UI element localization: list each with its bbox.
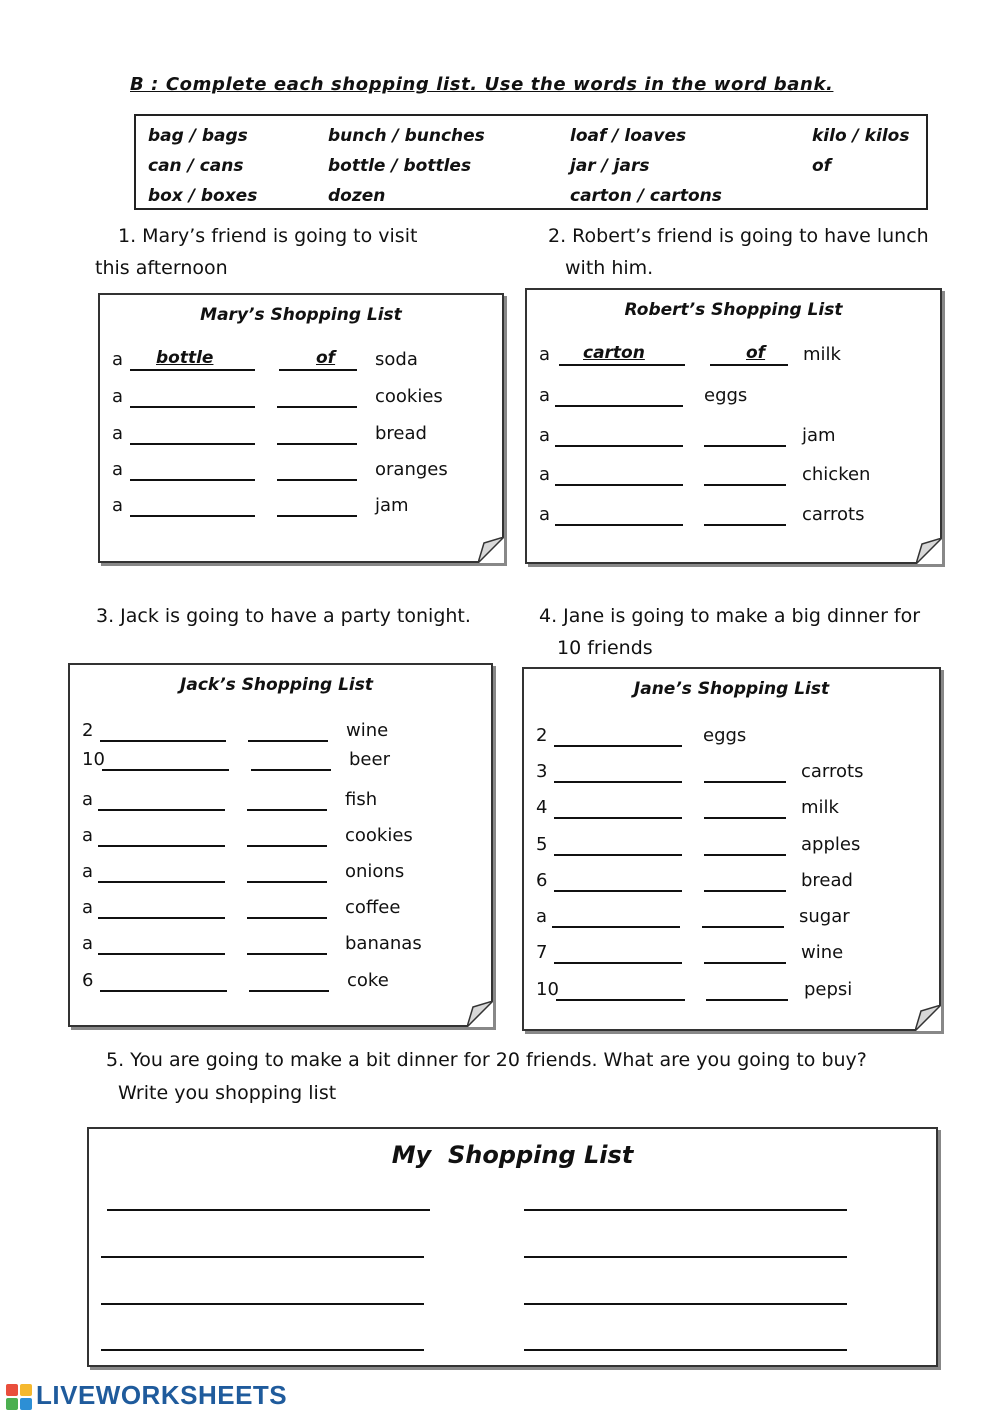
answer-blank[interactable] bbox=[247, 933, 327, 955]
word-bank-item: of bbox=[812, 156, 832, 176]
row-item: cookies bbox=[345, 825, 413, 846]
row-quantity: a bbox=[112, 349, 124, 370]
row-quantity: a bbox=[539, 464, 551, 485]
row-item: wine bbox=[346, 720, 389, 741]
answer-blank[interactable] bbox=[98, 861, 225, 883]
row-item: chicken bbox=[802, 464, 871, 485]
answer-blank[interactable] bbox=[277, 495, 357, 517]
question-1-prompt-cont: this afternoon bbox=[95, 257, 228, 279]
answer-blank[interactable] bbox=[249, 970, 329, 992]
row-item: coffee bbox=[345, 897, 401, 918]
mary-shopping-list bbox=[98, 293, 504, 563]
list-row bbox=[524, 761, 939, 791]
row-quantity: 10 bbox=[82, 749, 105, 770]
list-row bbox=[100, 386, 502, 416]
row-quantity: a bbox=[82, 789, 94, 810]
answer-blank[interactable] bbox=[704, 504, 786, 526]
row-item: pepsi bbox=[804, 979, 853, 1000]
row-item: bananas bbox=[345, 933, 422, 954]
row-quantity: a bbox=[82, 825, 94, 846]
answer-blank[interactable] bbox=[248, 720, 328, 742]
word-bank-item: jar / jars bbox=[570, 156, 650, 176]
answer-line[interactable] bbox=[524, 1256, 847, 1258]
row-item: apples bbox=[801, 834, 861, 855]
answer-line[interactable] bbox=[101, 1349, 424, 1351]
row-quantity: 10 bbox=[536, 979, 559, 1000]
row-item: soda bbox=[375, 349, 418, 370]
list-row bbox=[100, 495, 502, 525]
list-row bbox=[524, 979, 939, 1009]
word-bank-item: dozen bbox=[328, 186, 386, 206]
list-row bbox=[70, 749, 491, 779]
list-row bbox=[524, 834, 939, 864]
row-quantity: a bbox=[112, 386, 124, 407]
row-quantity: a bbox=[112, 459, 124, 480]
row-quantity: 6 bbox=[82, 970, 94, 991]
page-curl-icon bbox=[467, 1001, 493, 1027]
list-title: Jane’s Shopping List bbox=[633, 679, 830, 699]
word-bank-item: bottle / bottles bbox=[328, 156, 472, 176]
row-quantity: a bbox=[539, 344, 551, 365]
answer-blank[interactable] bbox=[704, 425, 786, 447]
list-row bbox=[524, 906, 939, 936]
row-item: milk bbox=[803, 344, 841, 365]
row-item: milk bbox=[801, 797, 839, 818]
word-bank-item: loaf / loaves bbox=[570, 126, 687, 146]
row-quantity: 3 bbox=[536, 761, 548, 782]
answer-blank[interactable] bbox=[277, 459, 357, 481]
row-quantity: a bbox=[112, 423, 124, 444]
row-item: jam bbox=[375, 495, 409, 516]
word-bank-item: box / boxes bbox=[148, 186, 258, 206]
row-item: eggs bbox=[704, 385, 748, 406]
example-answer: of bbox=[746, 343, 766, 363]
row-item: wine bbox=[801, 942, 844, 963]
answer-line[interactable] bbox=[524, 1209, 847, 1211]
question-1-prompt: 1. Mary’s friend is going to visit bbox=[118, 225, 418, 247]
row-quantity: 5 bbox=[536, 834, 548, 855]
list-row bbox=[70, 861, 491, 891]
row-item: onions bbox=[345, 861, 405, 882]
list-row bbox=[70, 720, 491, 750]
answer-blank[interactable] bbox=[130, 459, 255, 481]
answer-blank[interactable] bbox=[556, 979, 685, 1001]
row-item: cookies bbox=[375, 386, 443, 407]
answer-blank[interactable] bbox=[555, 425, 683, 447]
word-bank-item: kilo / kilos bbox=[812, 126, 910, 146]
word-bank-item: carton / cartons bbox=[570, 186, 722, 206]
list-row bbox=[70, 970, 491, 1000]
answer-blank[interactable] bbox=[554, 725, 682, 747]
answer-blank[interactable] bbox=[102, 749, 229, 771]
answer-blank[interactable] bbox=[552, 906, 680, 928]
row-quantity: a bbox=[82, 861, 94, 882]
answer-blank[interactable] bbox=[704, 761, 786, 783]
row-item: fish bbox=[345, 789, 378, 810]
answer-blank[interactable] bbox=[554, 834, 682, 856]
answer-blank[interactable] bbox=[247, 897, 327, 919]
answer-line[interactable] bbox=[107, 1209, 430, 1211]
list-title: Mary’s Shopping List bbox=[200, 305, 402, 325]
list-row bbox=[70, 933, 491, 963]
answer-blank[interactable] bbox=[98, 897, 225, 919]
row-item: bread bbox=[801, 870, 853, 891]
list-row bbox=[100, 423, 502, 453]
row-item: beer bbox=[349, 749, 390, 770]
list-row bbox=[527, 425, 940, 455]
liveworksheets-icon bbox=[6, 1384, 32, 1410]
list-title: Jack’s Shopping List bbox=[180, 675, 373, 695]
row-quantity: 2 bbox=[82, 720, 94, 741]
word-bank-item: can / cans bbox=[148, 156, 244, 176]
row-item: coke bbox=[347, 970, 389, 991]
jack-shopping-list bbox=[68, 663, 493, 1027]
answer-line[interactable] bbox=[524, 1303, 847, 1305]
answer-line[interactable] bbox=[524, 1349, 847, 1351]
list-row bbox=[527, 385, 940, 415]
answer-blank[interactable] bbox=[130, 423, 255, 445]
row-quantity: 4 bbox=[536, 797, 548, 818]
answer-blank[interactable] bbox=[98, 825, 225, 847]
answer-blank[interactable] bbox=[704, 464, 786, 486]
answer-blank[interactable] bbox=[554, 761, 682, 783]
answer-blank[interactable] bbox=[554, 942, 682, 964]
row-quantity: 6 bbox=[536, 870, 548, 891]
list-row bbox=[70, 789, 491, 819]
example-answer: carton bbox=[583, 343, 645, 363]
row-quantity: a bbox=[112, 495, 124, 516]
list-row bbox=[100, 349, 502, 379]
answer-blank[interactable] bbox=[555, 385, 683, 407]
row-item: bread bbox=[375, 423, 427, 444]
answer-blank[interactable] bbox=[247, 861, 327, 883]
row-quantity: a bbox=[82, 933, 94, 954]
answer-blank[interactable] bbox=[277, 386, 357, 408]
my-shopping-list bbox=[87, 1127, 938, 1367]
row-quantity: a bbox=[539, 425, 551, 446]
answer-line[interactable] bbox=[101, 1256, 424, 1258]
list-row bbox=[100, 459, 502, 489]
question-5-prompt: 5. You are going to make a bit dinner for 20 friends. What are you going to buy? bbox=[106, 1049, 867, 1071]
exercise-heading: B : Complete each shopping list. Use the words in the word bank. bbox=[130, 74, 834, 95]
answer-blank[interactable] bbox=[555, 504, 683, 526]
answer-blank[interactable] bbox=[130, 495, 255, 517]
row-item: jam bbox=[802, 425, 836, 446]
answer-blank[interactable] bbox=[247, 825, 327, 847]
row-item: eggs bbox=[703, 725, 747, 746]
robert-shopping-list bbox=[525, 288, 942, 564]
answer-blank[interactable] bbox=[247, 789, 327, 811]
row-item: sugar bbox=[799, 906, 850, 927]
page-curl-icon bbox=[916, 538, 942, 564]
row-quantity: a bbox=[536, 906, 548, 927]
answer-blank[interactable] bbox=[555, 464, 683, 486]
answer-blank[interactable] bbox=[98, 789, 225, 811]
example-answer: of bbox=[316, 348, 336, 368]
answer-blank[interactable] bbox=[100, 720, 226, 742]
answer-blank[interactable] bbox=[554, 797, 682, 819]
answer-blank[interactable] bbox=[702, 906, 784, 928]
list-row bbox=[524, 942, 939, 972]
question-2-prompt: 2. Robert’s friend is going to have lunch bbox=[548, 225, 929, 247]
answer-blank[interactable] bbox=[130, 386, 255, 408]
logo-text: LIVEWORKSHEETS bbox=[36, 1380, 288, 1410]
row-quantity: 7 bbox=[536, 942, 548, 963]
row-quantity: a bbox=[82, 897, 94, 918]
answer-blank[interactable] bbox=[554, 870, 682, 892]
question-5-prompt-cont: Write you shopping list bbox=[118, 1082, 337, 1104]
list-row bbox=[70, 825, 491, 855]
row-quantity: a bbox=[539, 504, 551, 525]
liveworksheets-logo bbox=[6, 1380, 287, 1411]
row-item: carrots bbox=[801, 761, 864, 782]
word-bank-item: bag / bags bbox=[148, 126, 248, 146]
answer-blank[interactable] bbox=[98, 933, 225, 955]
answer-blank[interactable] bbox=[704, 797, 786, 819]
list-row bbox=[524, 797, 939, 827]
answer-blank[interactable] bbox=[704, 870, 786, 892]
word-bank-item: bunch / bunches bbox=[328, 126, 485, 146]
list-row bbox=[70, 897, 491, 927]
page-curl-icon bbox=[478, 537, 504, 563]
list-row bbox=[527, 504, 940, 534]
answer-blank[interactable] bbox=[706, 979, 788, 1001]
list-row bbox=[527, 464, 940, 494]
row-item: oranges bbox=[375, 459, 448, 480]
answer-line[interactable] bbox=[101, 1303, 424, 1305]
list-row bbox=[524, 870, 939, 900]
answer-blank[interactable] bbox=[277, 423, 357, 445]
answer-blank[interactable] bbox=[704, 834, 786, 856]
row-quantity: a bbox=[539, 385, 551, 406]
example-answer: bottle bbox=[156, 348, 214, 368]
list-title: Robert’s Shopping List bbox=[624, 300, 843, 320]
question-4-prompt-cont: 10 friends bbox=[557, 637, 653, 659]
list-row bbox=[527, 344, 940, 374]
word-bank bbox=[134, 114, 928, 210]
row-quantity: 2 bbox=[536, 725, 548, 746]
question-4-prompt: 4. Jane is going to make a big dinner for bbox=[539, 605, 921, 627]
answer-blank[interactable] bbox=[704, 942, 786, 964]
row-item: carrots bbox=[802, 504, 865, 525]
answer-blank[interactable] bbox=[100, 970, 227, 992]
answer-blank[interactable] bbox=[251, 749, 331, 771]
list-row bbox=[524, 725, 939, 755]
list-title: My Shopping List bbox=[391, 1141, 634, 1169]
jane-shopping-list bbox=[522, 667, 941, 1031]
question-3-prompt: 3. Jack is going to have a party tonight. bbox=[96, 605, 471, 627]
question-2-prompt-cont: with him. bbox=[565, 257, 654, 279]
page-curl-icon bbox=[915, 1005, 941, 1031]
